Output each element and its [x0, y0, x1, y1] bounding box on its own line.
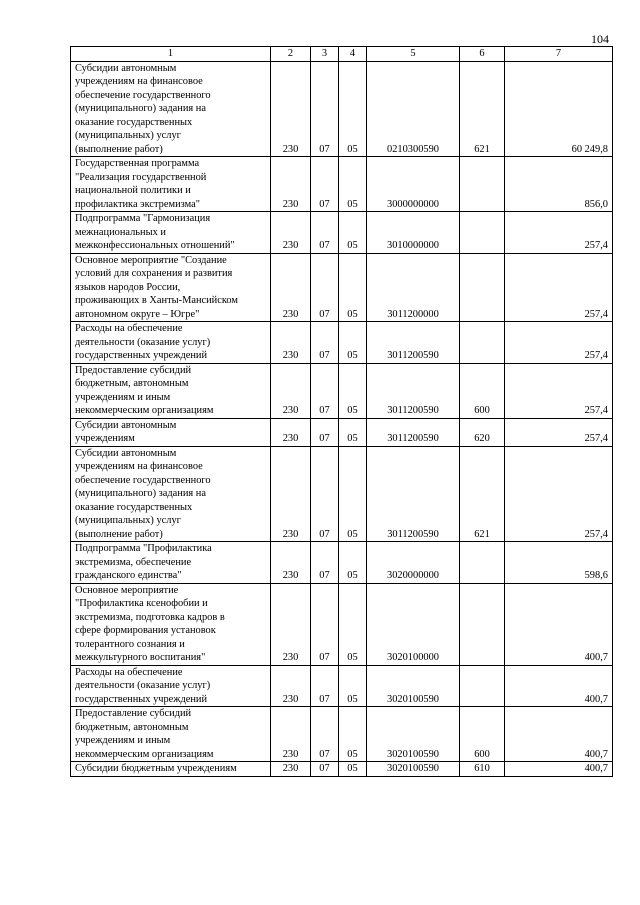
expense-type-cell: 600	[460, 707, 505, 762]
column-header: 1	[71, 47, 271, 62]
row-name-cell: Расходы на обеспечение деятельности (оказание услуг) государственных учреждений	[71, 665, 271, 707]
section-code-cell: 07	[311, 61, 339, 157]
amount-cell: 856,0	[505, 157, 613, 212]
target-article-cell: 3010000000	[367, 212, 460, 254]
ministry-code-cell: 230	[271, 707, 311, 762]
row-name-cell: Основное мероприятие "Профилактика ксенофобии и экстремизма, подготовка кадров в сфере формирования установок толерантного сознания и межкультурного воспитания"	[71, 583, 271, 665]
section-code-cell: 07	[311, 212, 339, 254]
subsection-code-cell: 05	[339, 583, 367, 665]
table-row	[71, 583, 613, 665]
subsection-code-cell: 05	[339, 157, 367, 212]
ministry-code-cell: 230	[271, 583, 311, 665]
subsection-code-cell: 05	[339, 253, 367, 322]
amount-cell: 257,4	[505, 363, 613, 418]
ministry-code-cell: 230	[271, 322, 311, 364]
table-row	[71, 707, 613, 762]
expense-type-cell: 621	[460, 446, 505, 542]
header-row	[71, 47, 613, 62]
table-row	[71, 665, 613, 707]
amount-cell: 60 249,8	[505, 61, 613, 157]
section-code-cell: 07	[311, 707, 339, 762]
subsection-code-cell: 05	[339, 707, 367, 762]
row-name-cell: Подпрограмма "Гармонизация межнациональных и межконфессиональных отношений"	[71, 212, 271, 254]
subsection-code-cell: 05	[339, 418, 367, 446]
row-name-cell: Расходы на обеспечение деятельности (оказание услуг) государственных учреждений	[71, 322, 271, 364]
row-name-cell: Субсидии автономным учреждениям	[71, 418, 271, 446]
amount-cell: 257,4	[505, 253, 613, 322]
budget-table	[70, 46, 613, 777]
expense-type-cell	[460, 212, 505, 254]
amount-cell: 257,4	[505, 446, 613, 542]
section-code-cell: 07	[311, 418, 339, 446]
expense-type-cell	[460, 157, 505, 212]
section-code-cell: 07	[311, 363, 339, 418]
expense-type-cell: 621	[460, 61, 505, 157]
row-name-cell: Подпрограмма "Профилактика экстремизма, обеспечение гражданского единства"	[71, 542, 271, 584]
expense-type-cell	[460, 253, 505, 322]
table-body	[71, 61, 613, 776]
section-code-cell: 07	[311, 762, 339, 777]
target-article-cell: 3000000000	[367, 157, 460, 212]
section-code-cell: 07	[311, 583, 339, 665]
amount-cell: 257,4	[505, 322, 613, 364]
amount-cell: 400,7	[505, 707, 613, 762]
amount-cell: 257,4	[505, 212, 613, 254]
section-code-cell: 07	[311, 253, 339, 322]
target-article-cell: 3020000000	[367, 542, 460, 584]
subsection-code-cell: 05	[339, 61, 367, 157]
table-row	[71, 212, 613, 254]
section-code-cell: 07	[311, 446, 339, 542]
expense-type-cell: 610	[460, 762, 505, 777]
column-header: 6	[460, 47, 505, 62]
subsection-code-cell: 05	[339, 446, 367, 542]
table-row	[71, 418, 613, 446]
column-header: 3	[311, 47, 339, 62]
row-name-cell: Предоставление субсидий бюджетным, автономным учреждениям и иным некоммерческим организациям	[71, 363, 271, 418]
subsection-code-cell: 05	[339, 665, 367, 707]
section-code-cell: 07	[311, 322, 339, 364]
row-name-cell: Субсидии автономным учреждениям на финансовое обеспечение государственного (муниципального) задания на оказание государственных (муниципальных) услуг (выполнение работ)	[71, 61, 271, 157]
section-code-cell: 07	[311, 665, 339, 707]
ministry-code-cell: 230	[271, 665, 311, 707]
ministry-code-cell: 230	[271, 253, 311, 322]
row-name-cell: Предоставление субсидий бюджетным, автономным учреждениям и иным некоммерческим организациям	[71, 707, 271, 762]
target-article-cell: 3011200000	[367, 253, 460, 322]
section-code-cell: 07	[311, 542, 339, 584]
amount-cell: 400,7	[505, 665, 613, 707]
expense-type-cell	[460, 583, 505, 665]
page-number: 104	[591, 32, 609, 46]
expense-type-cell	[460, 322, 505, 364]
table-row	[71, 363, 613, 418]
target-article-cell: 3020100590	[367, 665, 460, 707]
row-name-cell: Государственная программа "Реализация государственной национальной политики и профилактика экстремизма"	[71, 157, 271, 212]
expense-type-cell: 620	[460, 418, 505, 446]
target-article-cell: 3020100590	[367, 762, 460, 777]
subsection-code-cell: 05	[339, 322, 367, 364]
expense-type-cell	[460, 542, 505, 584]
ministry-code-cell: 230	[271, 762, 311, 777]
ministry-code-cell: 230	[271, 418, 311, 446]
subsection-code-cell: 05	[339, 542, 367, 584]
target-article-cell: 3011200590	[367, 418, 460, 446]
ministry-code-cell: 230	[271, 212, 311, 254]
table-row	[71, 157, 613, 212]
row-name-cell: Субсидии бюджетным учреждениям	[71, 762, 271, 777]
table-row	[71, 542, 613, 584]
table-row	[71, 253, 613, 322]
expense-type-cell: 600	[460, 363, 505, 418]
target-article-cell: 3011200590	[367, 446, 460, 542]
column-header: 4	[339, 47, 367, 62]
row-name-cell: Основное мероприятие "Создание условий для сохранения и развития языков народов России, проживающих в Ханты-Мансийском автономном округе – Югре"	[71, 253, 271, 322]
subsection-code-cell: 05	[339, 363, 367, 418]
section-code-cell: 07	[311, 157, 339, 212]
subsection-code-cell: 05	[339, 762, 367, 777]
target-article-cell: 3011200590	[367, 322, 460, 364]
ministry-code-cell: 230	[271, 157, 311, 212]
table-row	[71, 446, 613, 542]
ministry-code-cell: 230	[271, 446, 311, 542]
column-header: 7	[505, 47, 613, 62]
column-header: 5	[367, 47, 460, 62]
target-article-cell: 3020100000	[367, 583, 460, 665]
table-row	[71, 322, 613, 364]
target-article-cell: 3011200590	[367, 363, 460, 418]
amount-cell: 400,7	[505, 583, 613, 665]
table-row	[71, 61, 613, 157]
subsection-code-cell: 05	[339, 212, 367, 254]
amount-cell: 598,6	[505, 542, 613, 584]
amount-cell: 400,7	[505, 762, 613, 777]
row-name-cell: Субсидии автономным учреждениям на финансовое обеспечение государственного (муниципального) задания на оказание государственных (муниципальных) услуг (выполнение работ)	[71, 446, 271, 542]
table-row	[71, 762, 613, 777]
ministry-code-cell: 230	[271, 61, 311, 157]
expense-type-cell	[460, 665, 505, 707]
column-header: 2	[271, 47, 311, 62]
ministry-code-cell: 230	[271, 542, 311, 584]
target-article-cell: 3020100590	[367, 707, 460, 762]
ministry-code-cell: 230	[271, 363, 311, 418]
target-article-cell: 0210300590	[367, 61, 460, 157]
amount-cell: 257,4	[505, 418, 613, 446]
